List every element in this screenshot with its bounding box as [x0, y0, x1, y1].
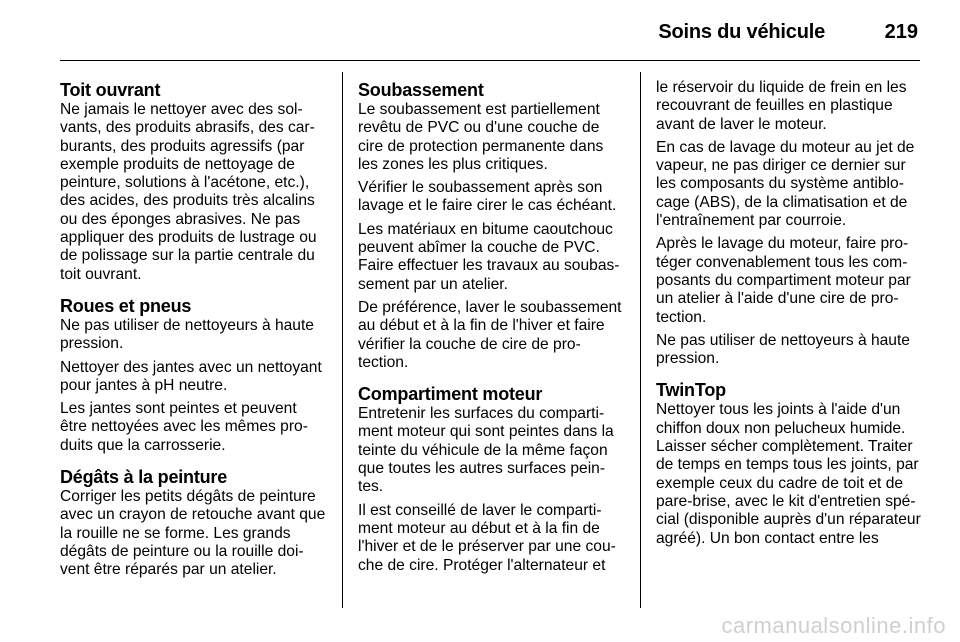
paragraph: Ne jamais le nettoyer avec des solvants, des produits abrasifs, des carburants, des produits agressifs (par exemple produits de nettoyage de peinture, solutions à l'acétone, etc.), des acides, des produits très alcalins ou des éponges abrasives. Ne pas appliquer des produits de lustrage ou de polissage sur la partie centrale du toit ouvrant.: [60, 101, 317, 283]
paragraph: Corriger les petits dégâts de peinture avec un crayon de retouche avant que la rouille ne se forme. Les grands dégâts de peinture ou la rouille doivent être réparés par un atelier.: [60, 488, 326, 579]
paragraph: Entretenir les surfaces du compartiment moteur qui sont peintes dans la teinte du véhicule de la même façon que toutes les autres surfaces peintes.: [358, 405, 614, 496]
paragraph: Ne pas utiliser de nettoyeurs à haute pression.: [656, 331, 910, 368]
paragraph: Le soubassement est partiellement revêtu de PVC ou d'une couche de cire de protection permanente dans les zones les plus critiques.: [358, 101, 604, 173]
column-1: [60, 79, 326, 585]
paragraph: Les matériaux en bitume caoutchouc peuvent abîmer la couche de PVC. Faire effectuer les travaux au soubassement par un atelier.: [358, 220, 620, 293]
watermark: carmanualsonline.info: [721, 613, 946, 638]
column-divider: [640, 72, 641, 608]
header-title: Soins du véhicule: [658, 21, 825, 43]
section-heading-degats-peinture: Dégâts à la peinture: [60, 467, 228, 488]
paragraph: le réservoir du liquide de frein en les recouvrant de feuilles en plastique avant de laver le moteur.: [656, 79, 907, 133]
page-number: 219: [884, 21, 918, 43]
paragraph: De préférence, laver le soubassement au début et à la fin de l'hiver et faire vérifier la couche de cire de protection.: [358, 298, 622, 371]
paragraph: Ne pas utiliser de nettoyeurs à haute pression.: [60, 316, 314, 353]
paragraph: Il est conseillé de laver le compartiment moteur au début et à la fin de l'hiver et de le préserver par une couche de cire. Protéger l'alternateur et: [358, 501, 616, 574]
column-divider: [342, 72, 343, 608]
paragraph: Après le lavage du moteur, faire protéger convenablement tous les composants du compartiment moteur par un atelier à l'aide d'une cire de protection.: [656, 235, 911, 326]
column-3: [656, 79, 922, 553]
column-2: [358, 79, 624, 580]
section-heading-twintop: TwinTop: [656, 380, 726, 401]
section-heading-soubassement: Soubassement: [358, 80, 484, 100]
paragraph: Vérifier le soubassement après son lavage et le faire cirer le cas échéant.: [358, 179, 617, 215]
paragraph: Nettoyer tous les joints à l'aide d'un chiffon doux non pelucheux humide. Laisser sécher complètement. Traiter de temps en temps tous les joints, par exemple ceux du cadre de toit et de pare-brise, avec le kit d'entretien spécial (disponible auprès d'un réparateur agréé). Un bon contact entre les: [656, 401, 921, 547]
paragraph: Nettoyer des jantes avec un nettoyant pour jantes à pH neutre.: [60, 358, 322, 394]
page-header: [60, 0, 920, 61]
section-heading-toit-ouvrant: Toit ouvrant: [60, 80, 161, 100]
section-heading-roues-et-pneus: Roues et pneus: [60, 295, 192, 316]
paragraph: Les jantes sont peintes et peuvent être nettoyées avec les mêmes produits que la carrosserie.: [60, 400, 308, 454]
paragraph: En cas de lavage du moteur au jet de vapeur, ne pas diriger ce dernier sur les composants du système antiblocage (ABS), de la climatisation et de l'entraînement par courroie.: [656, 138, 915, 230]
section-heading-compartiment-moteur: Compartiment moteur: [358, 384, 543, 405]
